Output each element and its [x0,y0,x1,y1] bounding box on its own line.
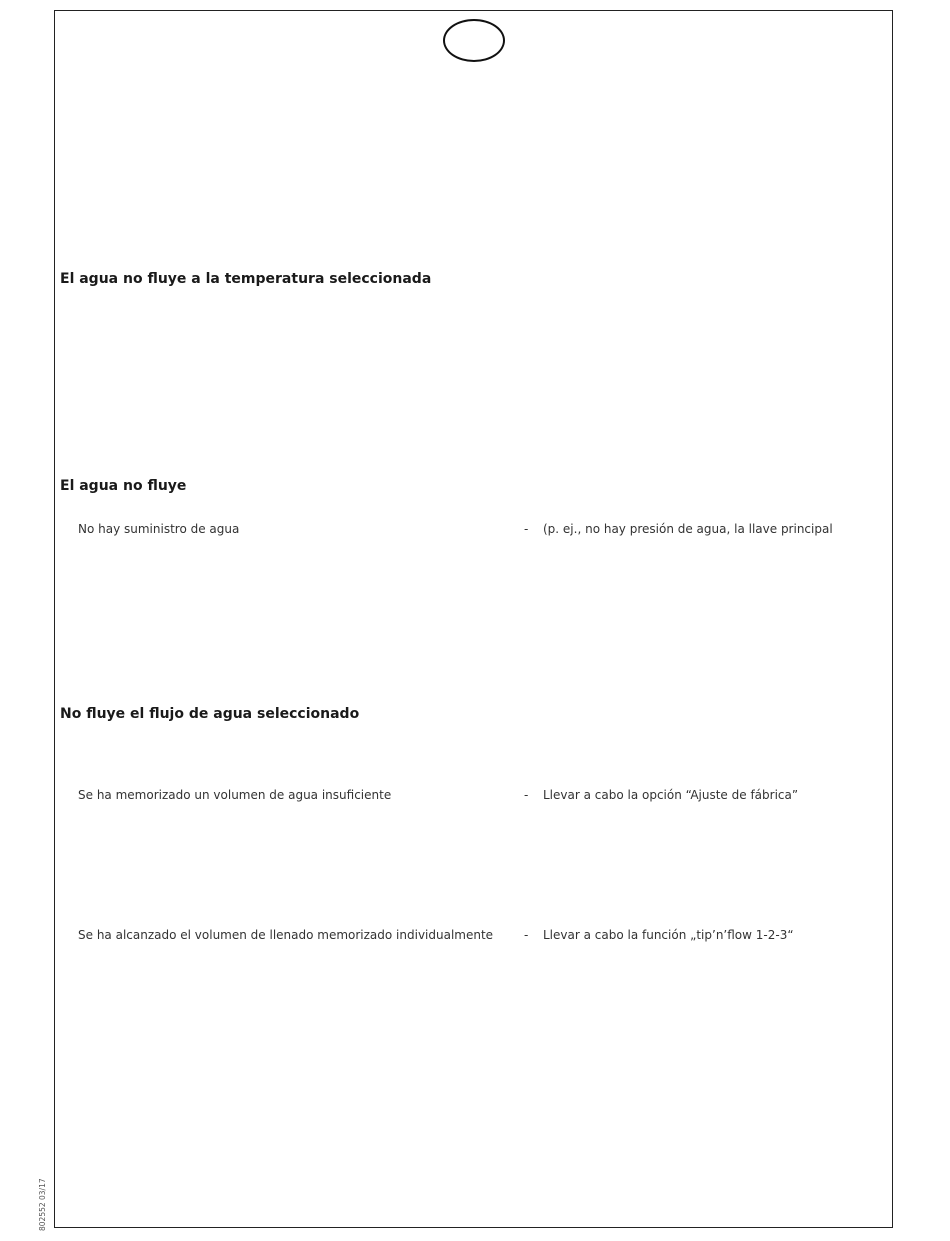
remedy-no-water-supply: (p. ej., no hay presión de agua, la llave principal [543,522,833,536]
document-code: 802552 03/17 [38,1178,47,1231]
remedy-dash: - [524,928,529,942]
remedy-factory-reset: Llevar a cabo la opción “Ajuste de fábrica” [543,788,799,802]
heading-selected-flow: No fluye el flujo de agua seleccionado [60,706,360,722]
cause-fill-volume-reached: Se ha alcanzado el volumen de llenado memorizado individualmente [78,928,494,942]
page-frame [54,10,893,1228]
heading-temperature: El agua no fluye a la temperatura seleccionada [60,271,432,287]
remedy-dash: - [524,522,529,536]
heading-no-water-flow: El agua no fluye [60,478,187,494]
language-code-oval [443,19,505,62]
cause-no-water-supply: No hay suministro de agua [78,522,240,536]
cause-insufficient-volume: Se ha memorizado un volumen de agua insuficiente [78,788,392,802]
remedy-tip-n-flow: Llevar a cabo la función „tip’n’flow 1-2-3“ [543,928,794,942]
remedy-dash: - [524,788,529,802]
